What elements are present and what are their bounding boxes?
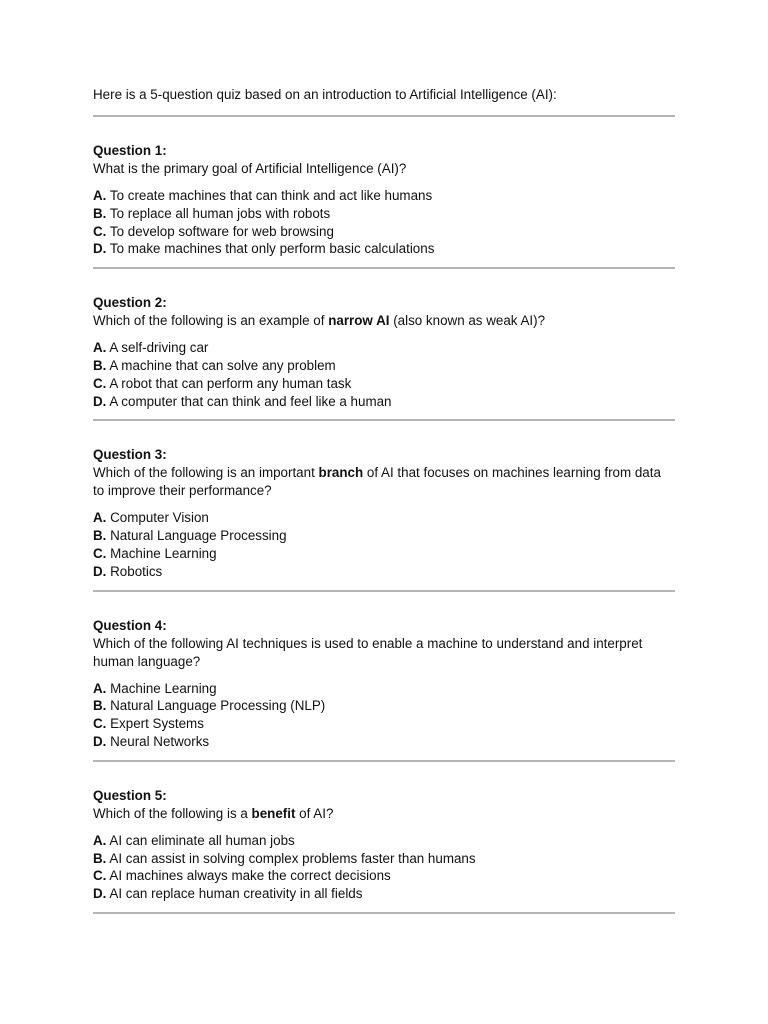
option-text: A machine that can solve any problem bbox=[106, 357, 336, 373]
question-block-3 bbox=[93, 421, 675, 591]
question-text-segment: Which of the following is an example of bbox=[93, 313, 329, 329]
option-letter: D. bbox=[93, 733, 107, 749]
question-text-emphasis: narrow AI bbox=[328, 313, 390, 329]
option-letter: A. bbox=[93, 188, 107, 203]
question-label: Question 3: bbox=[93, 447, 167, 463]
answer-option-b bbox=[93, 527, 675, 545]
answer-option-d bbox=[93, 885, 675, 903]
option-letter: C. bbox=[93, 223, 107, 239]
option-letter: D. bbox=[93, 241, 107, 257]
answer-option-a bbox=[93, 832, 675, 850]
answer-option-b bbox=[93, 205, 675, 223]
option-letter: C. bbox=[93, 545, 107, 561]
answer-option-c bbox=[93, 223, 675, 241]
question-block-5 bbox=[93, 762, 675, 914]
question-text bbox=[93, 635, 675, 671]
option-letter: A. bbox=[93, 680, 107, 696]
answer-options bbox=[93, 187, 675, 258]
answer-option-a bbox=[93, 339, 675, 357]
question-text-emphasis: branch bbox=[318, 465, 364, 481]
option-text: To create machines that can think and act like humans bbox=[106, 188, 433, 203]
answer-option-d bbox=[93, 240, 675, 258]
option-text: To make machines that only perform basic calculations bbox=[106, 241, 435, 257]
question-text bbox=[93, 160, 675, 178]
question-text-segment: (also known as weak AI)? bbox=[389, 313, 546, 329]
answer-option-c bbox=[93, 545, 675, 563]
answer-options bbox=[93, 339, 675, 410]
question-block-4 bbox=[93, 592, 675, 762]
answer-options bbox=[93, 680, 675, 751]
question-label: Question 2: bbox=[93, 295, 167, 311]
option-text: Machine Learning bbox=[106, 545, 217, 561]
option-letter: A. bbox=[93, 832, 107, 848]
question-text-segment: What is the primary goal of Artificial Intelligence (AI)? bbox=[93, 161, 407, 176]
option-text: A robot that can perform any human task bbox=[106, 375, 352, 391]
option-text: Neural Networks bbox=[106, 733, 210, 749]
intro-text: Here is a 5-question quiz based on an introduction to Artificial Intelligence (AI): bbox=[93, 87, 557, 102]
question-block-2 bbox=[93, 269, 675, 421]
option-text: A self-driving car bbox=[106, 340, 209, 356]
question-divider bbox=[93, 912, 675, 914]
answer-options bbox=[93, 509, 675, 580]
answer-option-a bbox=[93, 509, 675, 527]
question-text bbox=[93, 312, 675, 330]
answer-option-b bbox=[93, 357, 675, 375]
option-text: To develop software for web browsing bbox=[106, 223, 334, 239]
option-letter: A. bbox=[93, 340, 107, 356]
question-text-segment: Which of the following is a bbox=[93, 805, 252, 821]
question-label: Question 4: bbox=[93, 617, 167, 633]
answer-option-a bbox=[93, 680, 675, 698]
question-list bbox=[93, 117, 675, 914]
option-text: To replace all human jobs with robots bbox=[106, 205, 331, 221]
option-text: Machine Learning bbox=[106, 680, 217, 696]
option-text: AI can eliminate all human jobs bbox=[106, 832, 295, 848]
question-text-segment: of AI that focuses on machines learning from data to improve their performance? bbox=[93, 465, 661, 499]
answer-option-d bbox=[93, 733, 675, 751]
question-text-segment: Which of the following is an important bbox=[93, 465, 319, 481]
answer-options bbox=[93, 832, 675, 903]
answer-option-a bbox=[93, 187, 675, 205]
option-letter: B. bbox=[93, 528, 107, 544]
option-text: A computer that can think and feel like a human bbox=[106, 393, 392, 409]
option-letter: C. bbox=[93, 868, 107, 884]
question-label: Question 5: bbox=[93, 787, 167, 803]
answer-option-c bbox=[93, 715, 675, 733]
option-letter: B. bbox=[93, 357, 107, 373]
option-text: Natural Language Processing (NLP) bbox=[106, 698, 326, 714]
option-letter: B. bbox=[93, 698, 107, 714]
option-letter: B. bbox=[93, 850, 107, 866]
answer-option-c bbox=[93, 375, 675, 393]
option-letter: D. bbox=[93, 393, 107, 409]
option-letter: C. bbox=[93, 716, 107, 732]
option-letter: D. bbox=[93, 563, 107, 579]
question-label: Question 1: bbox=[93, 143, 167, 158]
question-text-emphasis: benefit bbox=[251, 805, 296, 821]
question-block-1 bbox=[93, 117, 675, 269]
answer-option-b bbox=[93, 697, 675, 715]
option-text: AI can assist in solving complex problems faster than humans bbox=[106, 850, 476, 866]
option-letter: A. bbox=[93, 510, 107, 526]
answer-option-c bbox=[93, 867, 675, 885]
answer-option-d bbox=[93, 563, 675, 581]
option-text: AI machines always make the correct decisions bbox=[106, 868, 391, 884]
answer-option-b bbox=[93, 850, 675, 868]
option-text: AI can replace human creativity in all fields bbox=[106, 886, 363, 902]
option-letter: D. bbox=[93, 886, 107, 902]
quiz-content bbox=[93, 86, 675, 914]
answer-option-d bbox=[93, 393, 675, 411]
option-text: Robotics bbox=[106, 563, 163, 579]
option-text: Expert Systems bbox=[106, 716, 204, 732]
option-text: Natural Language Processing bbox=[106, 528, 287, 544]
question-text-segment: Which of the following AI techniques is used to enable a machine to understand and interpret human language? bbox=[93, 635, 643, 669]
option-text: Computer Vision bbox=[106, 510, 209, 526]
option-letter: B. bbox=[93, 205, 107, 221]
question-text-segment: of AI? bbox=[295, 805, 334, 821]
question-text bbox=[93, 464, 675, 500]
question-text bbox=[93, 805, 675, 823]
option-letter: C. bbox=[93, 375, 107, 391]
